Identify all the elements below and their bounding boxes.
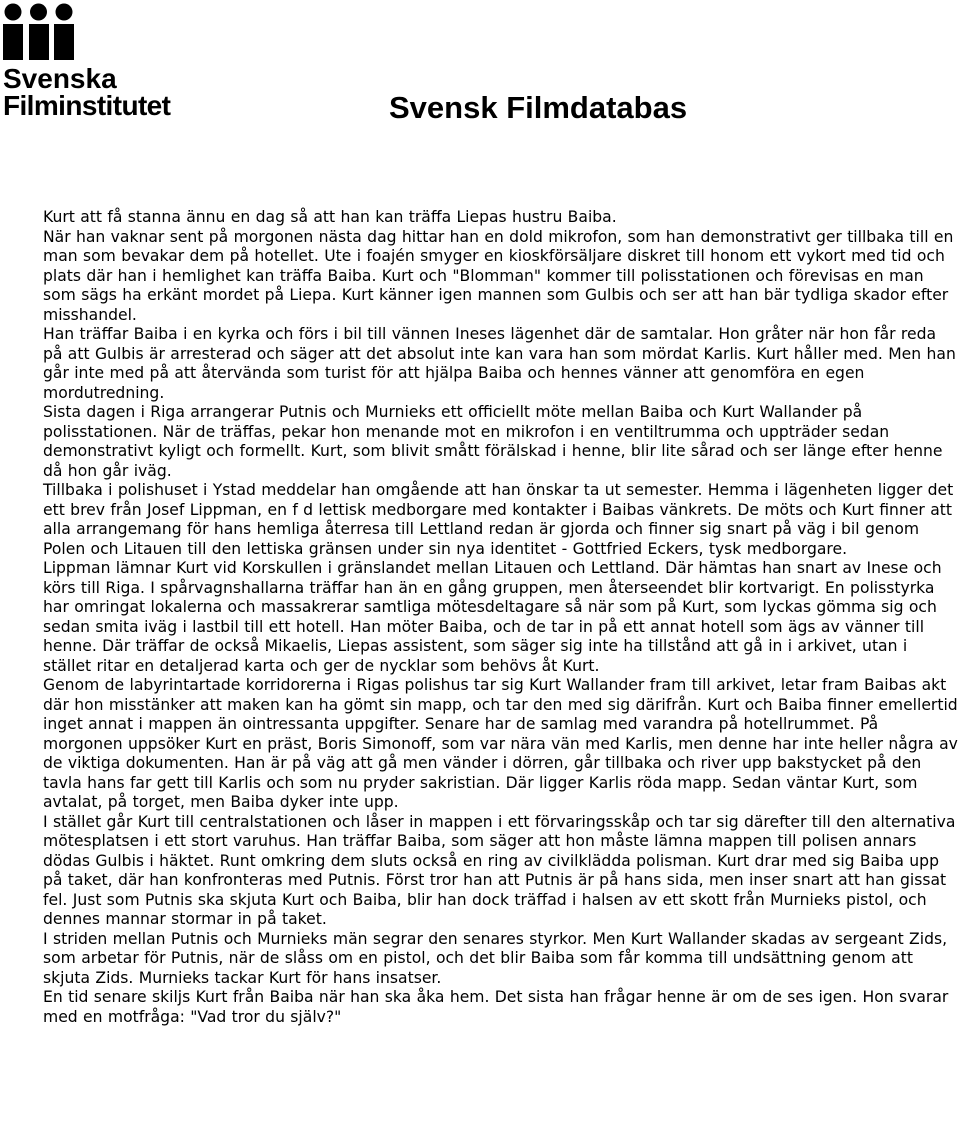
logo-text-line1: Svenska [3, 63, 117, 94]
paragraph: Sista dagen i Riga arrangerar Putnis och Murnieks ett officiellt möte mellan Baiba och Kurt Wallander på polisstationen. När de träffas, pekar hon menande mot en mikrofon i en ventiltrumma och uppträder sedan demonstrativt kyligt och formellt. Kurt, som blivit smått förälskad i henne, blir lite sårad och ser länge efter henne då hon går iväg. [43, 403, 943, 480]
sfi-symbol-icon [3, 3, 75, 61]
paragraph: När han vaknar sent på morgonen nästa dag hittar han en dold mikrofon, som han demonstrativt ger tillbaka till en man som bevakar dem på hotellet. Ute i foajén smyger en kioskförsäljare diskret till honom ett vykort med tid och plats där han i hemlighet kan träffa Baiba. Kurt och "Blomman" kommer till polisstationen och förevisas en man som sägs ha erkänt mordet på Liepa. Kurt känner igen mannen som Gulbis och ser att han bär tydliga skador efter misshandel. [43, 227, 954, 324]
paragraph: Kurt att få stanna ännu en dag så att han kan träffa Liepas hustru Baiba. [43, 208, 617, 226]
paragraph: I stället går Kurt till centralstationen och låser in mappen i ett förvaringsskåp och tar sig därefter till den alternativa mötesplatsen i ett stort varuhus. Han träffar Baiba, som säger att hon måste lämna mappen till polisen annars dödas Gulbis i häktet. Runt omkring dem sluts också en ring av civilklädda polisman. Kurt drar med sig Baiba upp på taket, där han konfronteras med Putnis. Först tror han att Putnis är på hans sida, men inser snart att han gissat fel. Just som Putnis ska skjuta Kurt och Baiba, blir han dock träffad i halsen av ett skott från Murnieks pistol, och dennes mannar stormar in på taket. [43, 812, 956, 928]
paragraph: En tid senare skiljs Kurt från Baiba när han ska åka hem. Det sista han frågar henne är om de ses igen. Hon svarar med en motfråga: "Vad tror du själv?" [43, 988, 949, 1026]
logo-wordmark [3, 65, 170, 119]
svenska-filminstitutet-logo[interactable] [3, 3, 199, 123]
paragraph: I striden mellan Putnis och Murnieks män segrar den senares styrkor. Men Kurt Wallander skadas av sergeant Zids, som arbetar för Putnis, när de slåss om en pistol, och det blir Baiba som får komma till undsättning genom att skjuta Zids. Murnieks tackar Kurt för hans insatser. [43, 929, 948, 987]
paragraph: Lippman lämnar Kurt vid Korskullen i gränslandet mellan Litauen och Lettland. Där hämtas han snart av Inese och körs till Riga. I spårvagnshallarna träffar han än en gång gruppen, men återseendet blir kortvarigt. En polisstyrka har omringat lokalerna och massakrerar samtliga mötesdeltagare så när som på Kurt, som lyckas gömma sig och sedan smita iväg i lastbil till ett hotell. Han möter Baiba, och de tar in på ett annat hotell som ägs av vänner till henne. Där träffar de också Mikaelis, Liepas assistent, som säger sig inte ha tillstånd att gå in i arkivet, utan i stället ritar en detaljerad karta och ger de nycklar som behövs åt Kurt. [43, 559, 942, 675]
paragraph: Han träffar Baiba i en kyrka och förs i bil till vännen Ineses lägenhet där de samtalar. Hon gråter när hon får reda på att Gulbis är arresterad och säger att det absolut inte kan vara han som mördat Karlis. Kurt håller med. Men han går inte med på att återvända som turist för att hjälpa Baiba och hennes vänner att genomföra en egen mordutredning. [43, 325, 956, 402]
paragraph: Genom de labyrintartade korridorerna i Rigas polishus tar sig Kurt Wallander fram till arkivet, letar fram Baibas akt där hon misstänker att maken kan ha gömt sin mapp, och tar den med sig därifrån. Kurt och Baiba finner emellertid inget annat i mappen än ointressanta uppgifter. Senare har de samlag med varandra på hotellrummet. På morgonen uppsöker Kurt en präst, Boris Simonoff, som var nära vän med Karlis, men denne har inte heller några av de viktiga dokumenten. Han är på väg att gå men vänder i dörren, går tillbaka och river upp bakstycket på den tavla hans far gett till Karlis och som nu pryder sakristian. Där ligger Karlis röda mapp. Sedan väntar Kurt, som avtalat, på torget, men Baiba dyker inte upp. [43, 676, 958, 811]
synopsis-text [43, 208, 960, 1027]
paragraph: Tillbaka i polishuset i Ystad meddelar han omgående att han önskar ta ut semester. Hemma i lägenheten ligger det ett brev från Josef Lippman, en f d lettisk medborgare med kontakter i Baibas vänkrets. De möts och Kurt finner att alla arrangemang för hans hemliga återresa till Lettland redan är gjorda och finner sig snart på väg i bil genom Polen och Litauen till den lettiska gränsen under sin nya identitet - Gottfried Eckers, tysk medborgare. [43, 481, 954, 558]
page-title: Svensk Filmdatabas [389, 90, 688, 125]
logo-text-line2: Filminstitutet [3, 90, 171, 121]
